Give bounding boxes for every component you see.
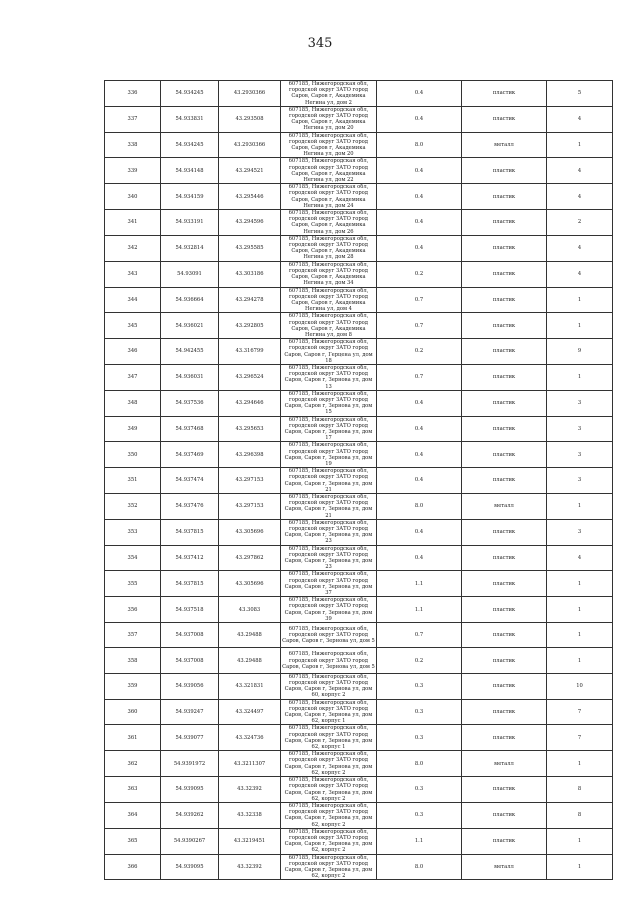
table-row xyxy=(105,210,613,236)
longitude-cell: 43.296524 xyxy=(219,364,281,390)
material-cell: металл xyxy=(462,854,547,880)
area-cell: 1.1 xyxy=(377,597,462,623)
row-number: 347 xyxy=(105,364,161,390)
row-number: 355 xyxy=(105,571,161,597)
count-cell: 10 xyxy=(547,673,613,699)
container-sites-table xyxy=(104,80,613,880)
count-cell: 3 xyxy=(547,519,613,545)
address-cell: 607185, Нижегородская обл, городской округ ЗАТО город Саров, Саров г, Зернова ул, дом 23 xyxy=(281,545,377,571)
latitude-cell: 54.937008 xyxy=(161,623,219,648)
count-cell: 8 xyxy=(547,777,613,803)
count-cell: 4 xyxy=(547,545,613,571)
address-cell: 607185, Нижегородская обл, городской округ ЗАТО город Саров, Саров г, Академика Негина ул, дом 2 xyxy=(281,81,377,107)
latitude-cell: 54.936021 xyxy=(161,313,219,339)
count-cell: 3 xyxy=(547,442,613,468)
table-row xyxy=(105,339,613,365)
latitude-cell: 54.937412 xyxy=(161,545,219,571)
address-cell: 607185, Нижегородская обл, городской округ ЗАТО город Саров, Саров г, Академика Негина ул, дом 26 xyxy=(281,210,377,236)
longitude-cell: 43.294596 xyxy=(219,210,281,236)
longitude-cell: 43.292805 xyxy=(219,313,281,339)
address-cell: 607185, Нижегородская обл, городской округ ЗАТО город Саров, Саров г, Академика Негина ул, дом 4 xyxy=(281,287,377,313)
material-cell: пластик xyxy=(462,81,547,107)
area-cell: 8.0 xyxy=(377,494,462,520)
material-cell: пластик xyxy=(462,184,547,210)
table-row xyxy=(105,597,613,623)
address-cell: 607185, Нижегородская обл, городской округ ЗАТО город Саров, Саров г, Зернова ул, дом 37 xyxy=(281,571,377,597)
area-cell: 1.1 xyxy=(377,571,462,597)
area-cell: 0.7 xyxy=(377,623,462,648)
count-cell: 1 xyxy=(547,648,613,673)
area-cell: 0.4 xyxy=(377,390,462,416)
row-number: 358 xyxy=(105,648,161,673)
material-cell: пластик xyxy=(462,571,547,597)
longitude-cell: 43.303186 xyxy=(219,261,281,287)
area-cell: 0.3 xyxy=(377,777,462,803)
count-cell: 1 xyxy=(547,313,613,339)
material-cell: пластик xyxy=(462,364,547,390)
address-cell: 607185, Нижегородская обл, городской округ ЗАТО город Саров, Саров г, Зернова ул, дом 17 xyxy=(281,416,377,442)
row-number: 348 xyxy=(105,390,161,416)
longitude-cell: 43.294646 xyxy=(219,390,281,416)
address-cell: 607185, Нижегородская обл, городской округ ЗАТО город Саров, Саров г, Зернова ул, дом 62, корпус 2 xyxy=(281,777,377,803)
latitude-cell: 54.934159 xyxy=(161,184,219,210)
address-cell: 607185, Нижегородская обл, городской округ ЗАТО город Саров, Саров г, Зернова ул, дом 13 xyxy=(281,364,377,390)
count-cell: 4 xyxy=(547,235,613,261)
row-number: 341 xyxy=(105,210,161,236)
count-cell: 1 xyxy=(547,597,613,623)
table-row xyxy=(105,699,613,725)
address-cell: 607185, Нижегородская обл, городской округ ЗАТО город Саров, Саров г, Академика Негина ул, дом 22 xyxy=(281,158,377,184)
area-cell: 8.0 xyxy=(377,132,462,158)
material-cell: пластик xyxy=(462,416,547,442)
material-cell: металл xyxy=(462,751,547,777)
latitude-cell: 54.937008 xyxy=(161,648,219,673)
material-cell: пластик xyxy=(462,339,547,365)
latitude-cell: 54.936031 xyxy=(161,364,219,390)
table-row xyxy=(105,571,613,597)
area-cell: 0.4 xyxy=(377,416,462,442)
address-cell: 607185, Нижегородская обл, городской округ ЗАТО город Саров, Саров г, Академика Негина ул, дом 24 xyxy=(281,184,377,210)
material-cell: пластик xyxy=(462,468,547,494)
address-cell: 607185, Нижегородская обл, городской округ ЗАТО город Саров, Саров г, Зернова ул, дом 5 xyxy=(281,623,377,648)
count-cell: 1 xyxy=(547,751,613,777)
page-number: 345 xyxy=(307,36,333,51)
longitude-cell: 43.3211307 xyxy=(219,751,281,777)
area-cell: 0.7 xyxy=(377,364,462,390)
count-cell: 3 xyxy=(547,416,613,442)
material-cell: пластик xyxy=(462,725,547,751)
address-cell: 607185, Нижегородская обл, городской округ ЗАТО город Саров, Саров г, Зернова ул, дом 62, корпус 2 xyxy=(281,802,377,828)
row-number: 357 xyxy=(105,623,161,648)
count-cell: 4 xyxy=(547,158,613,184)
material-cell: пластик xyxy=(462,699,547,725)
longitude-cell: 43.305696 xyxy=(219,519,281,545)
latitude-cell: 54.942455 xyxy=(161,339,219,365)
area-cell: 0.4 xyxy=(377,106,462,132)
count-cell: 1 xyxy=(547,828,613,854)
table-row xyxy=(105,287,613,313)
table-row xyxy=(105,390,613,416)
area-cell: 0.2 xyxy=(377,339,462,365)
longitude-cell: 43.295585 xyxy=(219,235,281,261)
count-cell: 1 xyxy=(547,623,613,648)
latitude-cell: 54.937474 xyxy=(161,468,219,494)
latitude-cell: 54.939247 xyxy=(161,699,219,725)
address-cell: 607185, Нижегородская обл, городской округ ЗАТО город Саров, Саров г, Зернова ул, дом 21 xyxy=(281,494,377,520)
material-cell: металл xyxy=(462,132,547,158)
table-row xyxy=(105,364,613,390)
row-number: 363 xyxy=(105,777,161,803)
area-cell: 0.4 xyxy=(377,235,462,261)
table-row xyxy=(105,158,613,184)
area-cell: 0.3 xyxy=(377,699,462,725)
area-cell: 8.0 xyxy=(377,854,462,880)
count-cell: 3 xyxy=(547,468,613,494)
latitude-cell: 54.937468 xyxy=(161,416,219,442)
address-cell: 607185, Нижегородская обл, городской округ ЗАТО город Саров, Саров г, Зернова ул, дом 62, корпус 2 xyxy=(281,854,377,880)
table-row xyxy=(105,106,613,132)
count-cell: 2 xyxy=(547,210,613,236)
longitude-cell: 43.316799 xyxy=(219,339,281,365)
address-cell: 607185, Нижегородская обл, городской округ ЗАТО город Саров, Саров г, Зернова ул, дом 5 xyxy=(281,648,377,673)
row-number: 365 xyxy=(105,828,161,854)
material-cell: пластик xyxy=(462,777,547,803)
table-row xyxy=(105,132,613,158)
row-number: 356 xyxy=(105,597,161,623)
material-cell: пластик xyxy=(462,235,547,261)
latitude-cell: 54.932814 xyxy=(161,235,219,261)
latitude-cell: 54.933191 xyxy=(161,210,219,236)
longitude-cell: 43.294278 xyxy=(219,287,281,313)
material-cell: пластик xyxy=(462,828,547,854)
table-row xyxy=(105,81,613,107)
latitude-cell: 54.937815 xyxy=(161,519,219,545)
row-number: 352 xyxy=(105,494,161,520)
area-cell: 0.4 xyxy=(377,158,462,184)
row-number: 351 xyxy=(105,468,161,494)
row-number: 361 xyxy=(105,725,161,751)
area-cell: 0.4 xyxy=(377,81,462,107)
longitude-cell: 43.324736 xyxy=(219,725,281,751)
address-cell: 607185, Нижегородская обл, городской округ ЗАТО город Саров, Саров г, Зернова ул, дом 15 xyxy=(281,390,377,416)
address-cell: 607185, Нижегородская обл, городской округ ЗАТО город Саров, Саров г, Зернова ул, дом 62, корпус 2 xyxy=(281,828,377,854)
count-cell: 7 xyxy=(547,699,613,725)
material-cell: пластик xyxy=(462,390,547,416)
table-row xyxy=(105,313,613,339)
latitude-cell: 54.939095 xyxy=(161,854,219,880)
material-cell: пластик xyxy=(462,210,547,236)
latitude-cell: 54.93091 xyxy=(161,261,219,287)
table-row xyxy=(105,648,613,673)
area-cell: 0.4 xyxy=(377,210,462,236)
count-cell: 4 xyxy=(547,106,613,132)
longitude-cell: 43.293508 xyxy=(219,106,281,132)
longitude-cell: 43.324497 xyxy=(219,699,281,725)
table-row xyxy=(105,235,613,261)
row-number: 349 xyxy=(105,416,161,442)
latitude-cell: 54.937469 xyxy=(161,442,219,468)
row-number: 342 xyxy=(105,235,161,261)
table-row xyxy=(105,725,613,751)
row-number: 345 xyxy=(105,313,161,339)
material-cell: пластик xyxy=(462,597,547,623)
row-number: 339 xyxy=(105,158,161,184)
material-cell: пластик xyxy=(462,158,547,184)
address-cell: 607185, Нижегородская обл, городской округ ЗАТО город Саров, Саров г, Зернова ул, дом 21 xyxy=(281,468,377,494)
count-cell: 4 xyxy=(547,184,613,210)
table-row xyxy=(105,468,613,494)
longitude-cell: 43.29488 xyxy=(219,648,281,673)
table-row xyxy=(105,261,613,287)
table-row xyxy=(105,184,613,210)
latitude-cell: 54.939262 xyxy=(161,802,219,828)
address-cell: 607185, Нижегородская обл, городской округ ЗАТО город Саров, Саров г, Академика Негина ул, дом 34 xyxy=(281,261,377,287)
latitude-cell: 54.937518 xyxy=(161,597,219,623)
table-row xyxy=(105,519,613,545)
table-row xyxy=(105,416,613,442)
latitude-cell: 54.939056 xyxy=(161,673,219,699)
row-number: 366 xyxy=(105,854,161,880)
row-number: 360 xyxy=(105,699,161,725)
latitude-cell: 54.9390267 xyxy=(161,828,219,854)
longitude-cell: 43.297153 xyxy=(219,468,281,494)
area-cell: 1.1 xyxy=(377,828,462,854)
longitude-cell: 43.305696 xyxy=(219,571,281,597)
row-number: 364 xyxy=(105,802,161,828)
table-row xyxy=(105,494,613,520)
area-cell: 8.0 xyxy=(377,751,462,777)
count-cell: 1 xyxy=(547,494,613,520)
longitude-cell: 43.321831 xyxy=(219,673,281,699)
table-row xyxy=(105,673,613,699)
row-number: 344 xyxy=(105,287,161,313)
count-cell: 3 xyxy=(547,390,613,416)
area-cell: 0.3 xyxy=(377,802,462,828)
address-cell: 607185, Нижегородская обл, городской округ ЗАТО город Саров, Саров г, Герцена ул, дом 18 xyxy=(281,339,377,365)
row-number: 346 xyxy=(105,339,161,365)
longitude-cell: 43.3219451 xyxy=(219,828,281,854)
latitude-cell: 54.937536 xyxy=(161,390,219,416)
longitude-cell: 43.296398 xyxy=(219,442,281,468)
table-row xyxy=(105,751,613,777)
row-number: 336 xyxy=(105,81,161,107)
material-cell: пластик xyxy=(462,623,547,648)
area-cell: 0.4 xyxy=(377,184,462,210)
count-cell: 5 xyxy=(547,81,613,107)
area-cell: 0.4 xyxy=(377,545,462,571)
address-cell: 607185, Нижегородская обл, городской округ ЗАТО город Саров, Саров г, Зернова ул, дом 23 xyxy=(281,519,377,545)
address-cell: 607185, Нижегородская обл, городской округ ЗАТО город Саров, Саров г, Академика Негина ул, дом 8 xyxy=(281,313,377,339)
area-cell: 0.4 xyxy=(377,468,462,494)
material-cell: пластик xyxy=(462,106,547,132)
material-cell: пластик xyxy=(462,802,547,828)
count-cell: 8 xyxy=(547,802,613,828)
longitude-cell: 43.295653 xyxy=(219,416,281,442)
area-cell: 0.3 xyxy=(377,725,462,751)
material-cell: пластик xyxy=(462,545,547,571)
latitude-cell: 54.934148 xyxy=(161,158,219,184)
row-number: 350 xyxy=(105,442,161,468)
count-cell: 1 xyxy=(547,132,613,158)
area-cell: 0.2 xyxy=(377,648,462,673)
count-cell: 1 xyxy=(547,854,613,880)
address-cell: 607185, Нижегородская обл, городской округ ЗАТО город Саров, Саров г, Академика Негина ул, дом 28 xyxy=(281,235,377,261)
address-cell: 607185, Нижегородская обл, городской округ ЗАТО город Саров, Саров г, Зернова ул, дом 39 xyxy=(281,597,377,623)
address-cell: 607185, Нижегородская обл, городской округ ЗАТО город Саров, Саров г, Зернова ул, дом 62, корпус 2 xyxy=(281,751,377,777)
longitude-cell: 43.2930366 xyxy=(219,81,281,107)
table-row xyxy=(105,442,613,468)
count-cell: 1 xyxy=(547,571,613,597)
latitude-cell: 54.937476 xyxy=(161,494,219,520)
address-cell: 607185, Нижегородская обл, городской округ ЗАТО город Саров, Саров г, Зернова ул, дом 19 xyxy=(281,442,377,468)
longitude-cell: 43.294521 xyxy=(219,158,281,184)
area-cell: 0.3 xyxy=(377,673,462,699)
longitude-cell: 43.3083 xyxy=(219,597,281,623)
latitude-cell: 54.934245 xyxy=(161,132,219,158)
row-number: 353 xyxy=(105,519,161,545)
latitude-cell: 54.937815 xyxy=(161,571,219,597)
table-row xyxy=(105,545,613,571)
row-number: 343 xyxy=(105,261,161,287)
table-row xyxy=(105,777,613,803)
row-number: 340 xyxy=(105,184,161,210)
material-cell: пластик xyxy=(462,673,547,699)
table-row xyxy=(105,623,613,648)
address-cell: 607185, Нижегородская обл, городской округ ЗАТО город Саров, Саров г, Зернова ул, дом 62, корпус 1 xyxy=(281,699,377,725)
area-cell: 0.7 xyxy=(377,287,462,313)
row-number: 337 xyxy=(105,106,161,132)
latitude-cell: 54.934245 xyxy=(161,81,219,107)
count-cell: 1 xyxy=(547,287,613,313)
row-number: 362 xyxy=(105,751,161,777)
latitude-cell: 54.939077 xyxy=(161,725,219,751)
longitude-cell: 43.32338 xyxy=(219,802,281,828)
count-cell: 9 xyxy=(547,339,613,365)
table-row xyxy=(105,802,613,828)
address-cell: 607185, Нижегородская обл, городской округ ЗАТО город Саров, Саров г, Зернова ул, дом 60, корпус 2 xyxy=(281,673,377,699)
row-number: 338 xyxy=(105,132,161,158)
count-cell: 1 xyxy=(547,364,613,390)
row-number: 354 xyxy=(105,545,161,571)
latitude-cell: 54.933831 xyxy=(161,106,219,132)
row-number: 359 xyxy=(105,673,161,699)
table-body xyxy=(105,81,613,880)
address-cell: 607185, Нижегородская обл, городской округ ЗАТО город Саров, Саров г, Академика Негина ул, дом 20 xyxy=(281,106,377,132)
material-cell: пластик xyxy=(462,519,547,545)
table-row xyxy=(105,854,613,880)
area-cell: 0.4 xyxy=(377,442,462,468)
latitude-cell: 54.9391972 xyxy=(161,751,219,777)
address-cell: 607185, Нижегородская обл, городской округ ЗАТО город Саров, Саров г, Зернова ул, дом 62, корпус 1 xyxy=(281,725,377,751)
material-cell: пластик xyxy=(462,648,547,673)
area-cell: 0.4 xyxy=(377,519,462,545)
address-cell: 607185, Нижегородская обл, городской округ ЗАТО город Саров, Саров г, Академика Негина ул, дом 20 xyxy=(281,132,377,158)
material-cell: металл xyxy=(462,494,547,520)
latitude-cell: 54.939095 xyxy=(161,777,219,803)
material-cell: пластик xyxy=(462,442,547,468)
material-cell: пластик xyxy=(462,313,547,339)
longitude-cell: 43.2930366 xyxy=(219,132,281,158)
longitude-cell: 43.297862 xyxy=(219,545,281,571)
longitude-cell: 43.295446 xyxy=(219,184,281,210)
table-row xyxy=(105,828,613,854)
area-cell: 0.2 xyxy=(377,261,462,287)
count-cell: 7 xyxy=(547,725,613,751)
latitude-cell: 54.936664 xyxy=(161,287,219,313)
longitude-cell: 43.297153 xyxy=(219,494,281,520)
longitude-cell: 43.32392 xyxy=(219,777,281,803)
material-cell: пластик xyxy=(462,261,547,287)
count-cell: 4 xyxy=(547,261,613,287)
longitude-cell: 43.29488 xyxy=(219,623,281,648)
area-cell: 0.7 xyxy=(377,313,462,339)
longitude-cell: 43.32392 xyxy=(219,854,281,880)
material-cell: пластик xyxy=(462,287,547,313)
